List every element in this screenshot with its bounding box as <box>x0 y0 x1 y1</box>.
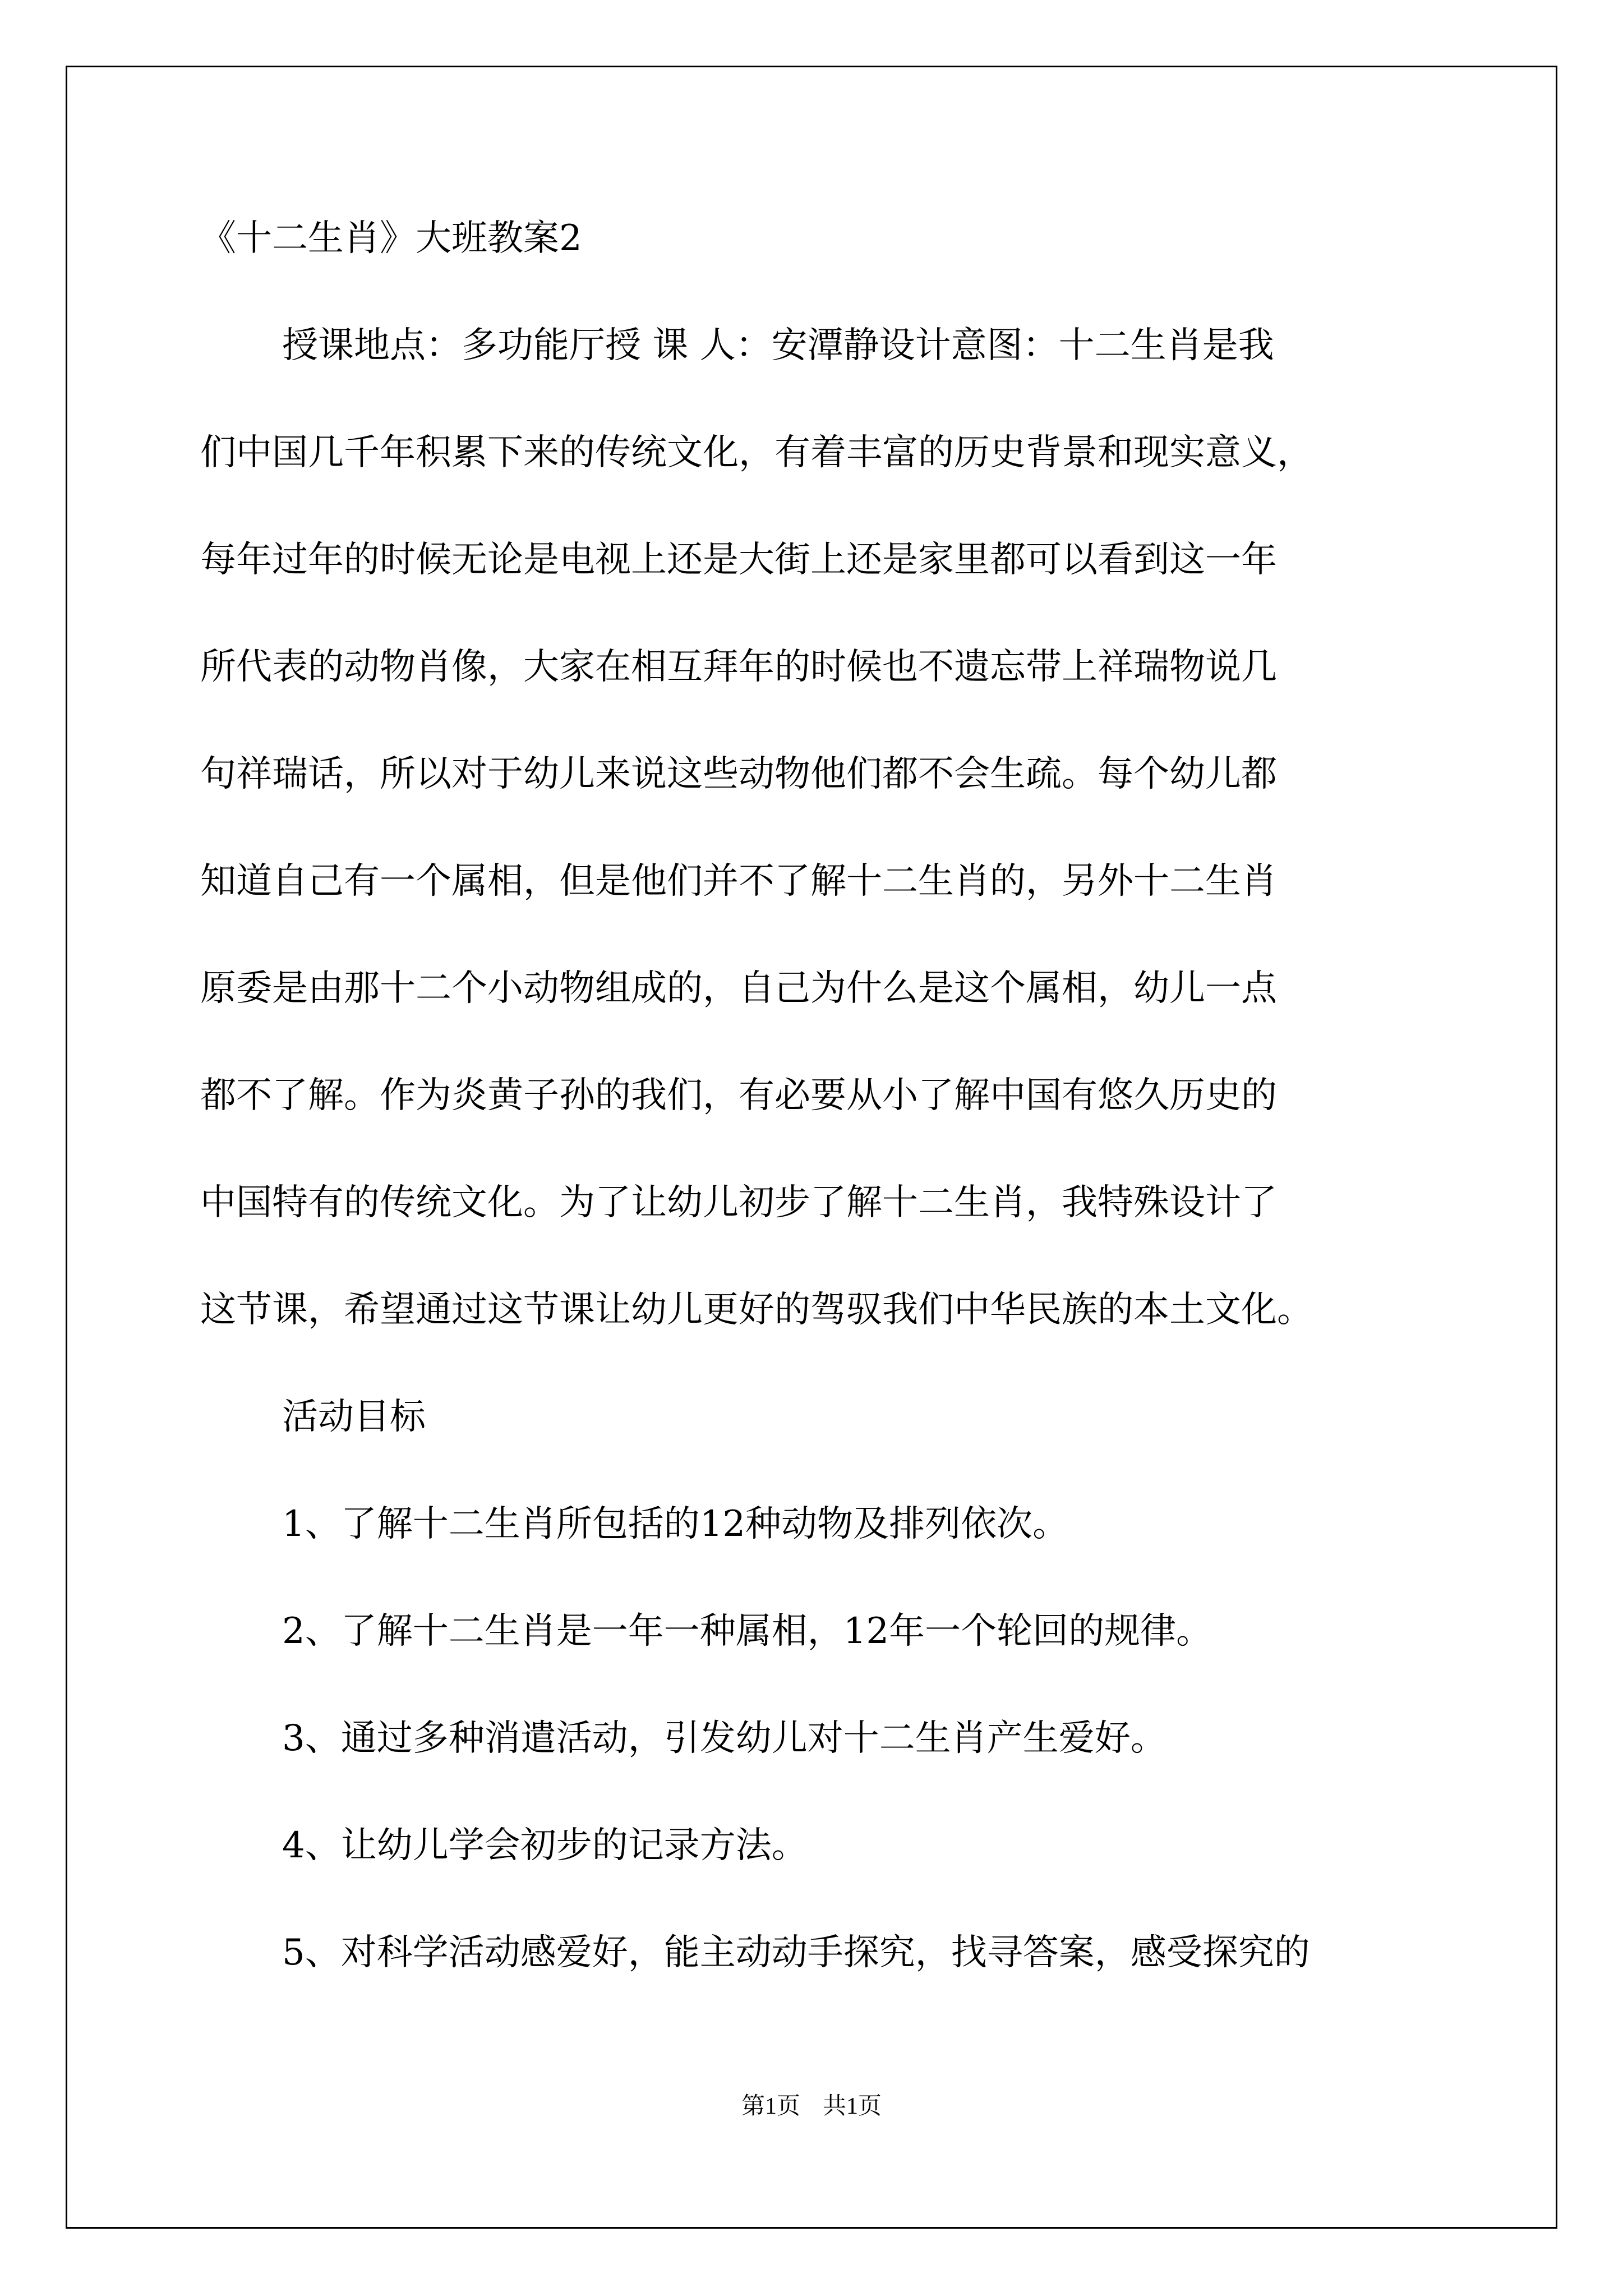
page-number: 第1页 <box>741 2093 800 2119</box>
page-footer <box>0 2092 1623 2120</box>
intro-line: 知道自己有一个属相，但是他们并不了解十二生肖的，另外十二生肖 <box>200 861 1277 902</box>
intro-line: 们中国几千年积累下来的传统文化，有着丰富的历史背景和现实意义， <box>200 432 1313 473</box>
document-title: 《十二生肖》大班教案2 <box>200 218 582 259</box>
document-body <box>200 211 1428 2007</box>
goal-item: 3、通过多种消遣活动，引发幼儿对十二生肖产生爱好。 <box>282 1718 1166 1759</box>
intro-line: 授课地点：多功能厅授 课 人：安潭静设计意图：十二生肖是我 <box>282 325 1274 366</box>
intro-line: 都不了解。作为炎黄子孙的我们，有必要从小了解中国有悠久历史的 <box>200 1075 1277 1116</box>
page-total: 共1页 <box>823 2093 882 2119</box>
intro-line: 原委是由那十二个小动物组成的，自己为什么是这个属相，幼儿一点 <box>200 968 1277 1009</box>
intro-line: 这节课，希望通过这节课让幼儿更好的驾驭我们中华民族的本土文化。 <box>200 1289 1313 1331</box>
intro-line: 句祥瑞话，所以对于幼儿来说这些动物他们都不会生疏。每个幼儿都 <box>200 753 1277 795</box>
intro-line: 所代表的动物肖像，大家在相互拜年的时候也不遗忘带上祥瑞物说几 <box>200 646 1277 688</box>
goal-item: 1、了解十二生肖所包括的12种动物及排列依次。 <box>282 1503 1069 1545</box>
goal-item: 5、对科学活动感爱好，能主动动手探究，找寻答案，感受探究的 <box>282 1932 1310 1973</box>
goal-item: 4、让幼儿学会初步的记录方法。 <box>282 1825 808 1866</box>
section-heading: 活动目标 <box>282 1396 426 1438</box>
intro-line: 中国特有的传统文化。为了让幼儿初步了解十二生肖，我特殊设计了 <box>200 1182 1277 1223</box>
goal-item: 2、了解十二生肖是一年一种属相，12年一个轮回的规律。 <box>282 1611 1212 1652</box>
intro-paragraph <box>200 292 1428 1364</box>
intro-line: 每年过年的时候无论是电视上还是大街上还是家里都可以看到这一年 <box>200 539 1277 581</box>
